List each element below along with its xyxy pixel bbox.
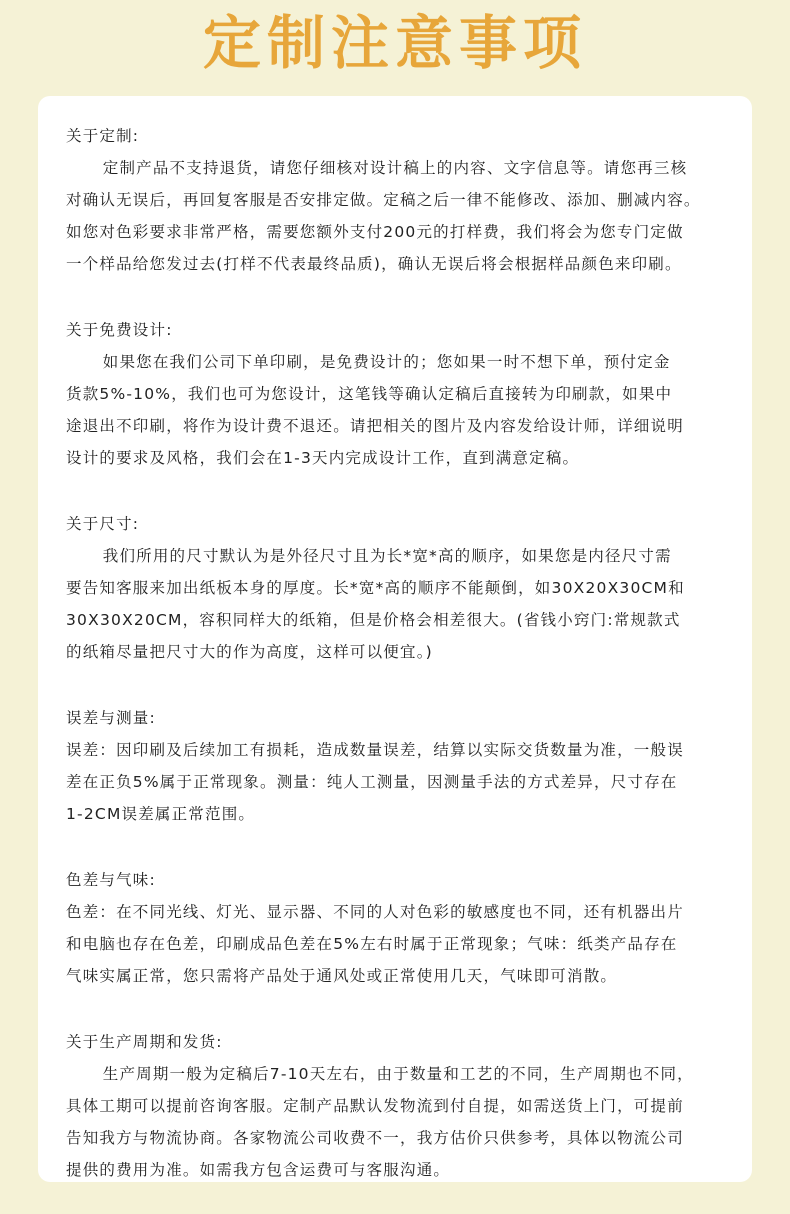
body-line: 告知我方与物流协商。各家物流公司收费不一，我方估价只供参考，具体以物流公司	[66, 1129, 684, 1147]
section-color-odor	[66, 864, 738, 992]
body-line: 提供的费用为准。如需我方包含运费可与客服沟通。	[66, 1161, 451, 1179]
body-line: 误差：因印刷及后续加工有损耗，造成数量误差，结算以实际交货数量为准，一般误	[66, 741, 684, 759]
section-heading: 关于免费设计:	[66, 321, 173, 339]
body-line: 要告知客服来加出纸板本身的厚度。长*宽*高的顺序不能颠倒，如30X20X30CM和	[66, 579, 685, 597]
section-production-shipping	[66, 1026, 738, 1186]
body-line: 的纸箱尽量把尺寸大的作为高度，这样可以便宜。)	[66, 643, 433, 661]
body-line: 途退出不印刷，将作为设计费不退还。请把相关的图片及内容发给设计师，详细说明	[66, 417, 684, 435]
body-line: 生产周期一般为定稿后7-10天左右，由于数量和工艺的不同，生产周期也不同，	[66, 1065, 694, 1083]
page-title: 定制注意事项	[202, 9, 587, 77]
body-line: 一个样品给您发过去(打样不代表最终品质)，确认无误后将会根据样品颜色来印刷。	[66, 255, 682, 273]
body-line: 我们所用的尺寸默认为是外径尺寸且为长*宽*高的顺序，如果您是内径尺寸需	[66, 547, 672, 565]
section-heading: 误差与测量:	[66, 709, 156, 727]
notice-card	[38, 96, 752, 1182]
body-line: 气味实属正常，您只需将产品处于通风处或正常使用几天，气味即可消散。	[66, 967, 618, 985]
body-line: 对确认无误后，再回复客服是否安排定做。定稿之后一律不能修改、添加、删减内容。	[66, 191, 701, 209]
section-free-design	[66, 314, 738, 474]
body-line: 色差：在不同光线、灯光、显示器、不同的人对色彩的敏感度也不同，还有机器出片	[66, 903, 684, 921]
section-dimensions	[66, 508, 738, 668]
body-line: 货款5%-10%，我们也可为您设计，这笔钱等确认定稿后直接转为印刷款，如果中	[66, 385, 673, 403]
section-customization	[66, 120, 738, 280]
body-line: 30X30X20CM，容积同样大的纸箱，但是价格会相差很大。(省钱小窍门:常规款式	[66, 611, 681, 629]
section-heading: 色差与气味:	[66, 871, 156, 889]
body-line: 和电脑也存在色差，印刷成品色差在5%左右时属于正常现象；气味：纸类产品存在	[66, 935, 678, 953]
section-error-measurement	[66, 702, 738, 830]
section-heading: 关于生产周期和发货:	[66, 1033, 223, 1051]
body-line: 具体工期可以提前咨询客服。定制产品默认发物流到付自提，如需送货上门，可提前	[66, 1097, 684, 1115]
body-line: 设计的要求及风格，我们会在1-3天内完成设计工作，直到满意定稿。	[66, 449, 580, 467]
body-line: 如果您在我们公司下单印刷，是免费设计的；您如果一时不想下单，预付定金	[66, 353, 671, 371]
body-line: 差在正负5%属于正常现象。测量：纯人工测量，因测量手法的方式差异，尺寸存在	[66, 773, 678, 791]
body-line: 如您对色彩要求非常严格，需要您额外支付200元的打样费，我们将会为您专门定做	[66, 223, 684, 241]
section-heading: 关于定制:	[66, 127, 140, 145]
body-line: 1-2CM误差属正常范围。	[66, 805, 256, 823]
body-line: 定制产品不支持退货，请您仔细核对设计稿上的内容、文字信息等。请您再三核	[66, 159, 688, 177]
section-heading: 关于尺寸:	[66, 515, 140, 533]
